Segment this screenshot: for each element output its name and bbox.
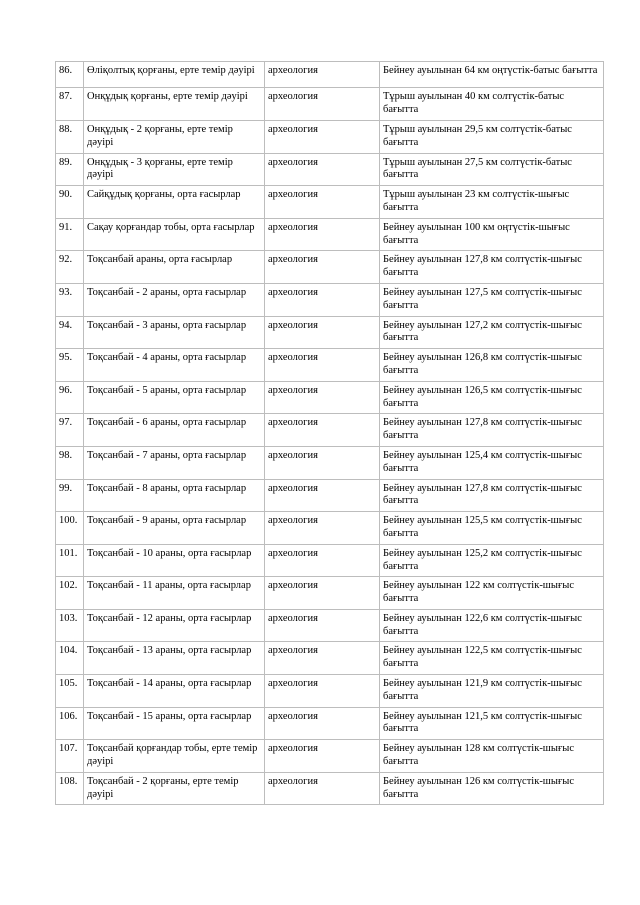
table-row [56, 544, 604, 577]
monument-type: археология [265, 446, 380, 479]
row-number: 89. [56, 153, 84, 186]
monument-type: археология [265, 642, 380, 675]
monument-name: Тоқсанбай - 5 араны, орта ғасырлар [84, 381, 265, 414]
row-number: 107. [56, 740, 84, 773]
monument-type: археология [265, 707, 380, 740]
table-row [56, 218, 604, 251]
monument-name: Сайқұдық қорғаны, орта ғасырлар [84, 186, 265, 219]
monument-table [55, 61, 604, 805]
monument-type: археология [265, 62, 380, 88]
monument-location: Бейнеу ауылынан 125,2 км солтүстік-шығыс бағытта [380, 544, 604, 577]
monument-location: Бейнеу ауылынан 126 км солтүстік-шығыс бағытта [380, 772, 604, 805]
table-row [56, 88, 604, 121]
table-row [56, 740, 604, 773]
row-number: 100. [56, 512, 84, 545]
row-number: 95. [56, 349, 84, 382]
monument-location: Бейнеу ауылынан 121,5 км солтүстік-шығыс бағытта [380, 707, 604, 740]
monument-name: Тоқсанбай - 11 араны, орта ғасырлар [84, 577, 265, 610]
table-body [56, 62, 604, 805]
table-row [56, 251, 604, 284]
monument-location: Бейнеу ауылынан 127,5 км солтүстік-шығыс бағытта [380, 283, 604, 316]
row-number: 105. [56, 675, 84, 708]
monument-type: археология [265, 512, 380, 545]
table-row [56, 675, 604, 708]
monument-type: археология [265, 316, 380, 349]
table-row [56, 283, 604, 316]
monument-name: Тоқсанбай - 15 араны, орта ғасырлар [84, 707, 265, 740]
monument-location: Тұрыш ауылынан 23 км солтүстік-шығыс бағытта [380, 186, 604, 219]
table-row [56, 512, 604, 545]
monument-type: археология [265, 153, 380, 186]
table-row [56, 186, 604, 219]
monument-name: Тоқсанбай - 7 араны, орта ғасырлар [84, 446, 265, 479]
monument-name: Сақау қорғандар тобы, орта ғасырлар [84, 218, 265, 251]
monument-name: Тоқсанбай - 2 араны, орта ғасырлар [84, 283, 265, 316]
row-number: 99. [56, 479, 84, 512]
monument-type: археология [265, 251, 380, 284]
row-number: 92. [56, 251, 84, 284]
table-row [56, 62, 604, 88]
monument-location: Бейнеу ауылынан 122 км солтүстік-шығыс бағытта [380, 577, 604, 610]
monument-name: Онқұдық - 3 қорғаны, ерте темір дәуірі [84, 153, 265, 186]
table-row [56, 349, 604, 382]
monument-location: Бейнеу ауылынан 127,8 км солтүстік-шығыс бағытта [380, 414, 604, 447]
monument-type: археология [265, 772, 380, 805]
monument-location: Тұрыш ауылынан 29,5 км солтүстік-батыс бағытта [380, 120, 604, 153]
table-row [56, 479, 604, 512]
monument-name: Тоқсанбай - 12 араны, орта ғасырлар [84, 609, 265, 642]
row-number: 101. [56, 544, 84, 577]
monument-type: археология [265, 186, 380, 219]
monument-location: Бейнеу ауылынан 121,9 км солтүстік-шығыс бағытта [380, 675, 604, 708]
monument-name: Өліқолтық қорғаны, ерте темір дәуірі [84, 62, 265, 88]
monument-name: Тоқсанбай қорғандар тобы, ерте темір дәуірі [84, 740, 265, 773]
monument-type: археология [265, 577, 380, 610]
row-number: 90. [56, 186, 84, 219]
monument-location: Бейнеу ауылынан 128 км солтүстік-шығыс бағытта [380, 740, 604, 773]
table-row [56, 153, 604, 186]
monument-type: археология [265, 414, 380, 447]
monument-location: Бейнеу ауылынан 122,5 км солтүстік-шығыс бағытта [380, 642, 604, 675]
monument-location: Бейнеу ауылынан 122,6 км солтүстік-шығыс бағытта [380, 609, 604, 642]
monument-location: Тұрыш ауылынан 40 км солтүстік-батыс бағытта [380, 88, 604, 121]
monument-type: археология [265, 218, 380, 251]
monument-location: Бейнеу ауылынан 126,5 км солтүстік-шығыс бағытта [380, 381, 604, 414]
row-number: 94. [56, 316, 84, 349]
table-row [56, 707, 604, 740]
monument-location: Бейнеу ауылынан 100 км оңтүстік-шығыс бағытта [380, 218, 604, 251]
monument-type: археология [265, 609, 380, 642]
monument-location: Бейнеу ауылынан 127,2 км солтүстік-шығыс бағытта [380, 316, 604, 349]
monument-name: Тоқсанбай - 14 араны, орта ғасырлар [84, 675, 265, 708]
row-number: 104. [56, 642, 84, 675]
monument-name: Тоқсанбай - 3 араны, орта ғасырлар [84, 316, 265, 349]
monument-type: археология [265, 381, 380, 414]
table-row [56, 642, 604, 675]
monument-name: Онқұдық - 2 қорғаны, ерте темір дәуірі [84, 120, 265, 153]
monument-type: археология [265, 675, 380, 708]
monument-location: Тұрыш ауылынан 27,5 км солтүстік-батыс бағытта [380, 153, 604, 186]
monument-name: Тоқсанбай - 6 араны, орта ғасырлар [84, 414, 265, 447]
table-row [56, 120, 604, 153]
table-row [56, 381, 604, 414]
monument-type: археология [265, 349, 380, 382]
row-number: 87. [56, 88, 84, 121]
monument-name: Тоқсанбай - 4 араны, орта ғасырлар [84, 349, 265, 382]
table-row [56, 446, 604, 479]
row-number: 86. [56, 62, 84, 88]
row-number: 93. [56, 283, 84, 316]
monument-type: археология [265, 740, 380, 773]
row-number: 98. [56, 446, 84, 479]
monument-type: археология [265, 120, 380, 153]
monument-name: Тоқсанбай - 10 араны, орта ғасырлар [84, 544, 265, 577]
monument-location: Бейнеу ауылынан 64 км оңтүстік-батыс бағытта [380, 62, 604, 88]
table-row [56, 609, 604, 642]
table-row [56, 577, 604, 610]
monument-type: археология [265, 283, 380, 316]
row-number: 96. [56, 381, 84, 414]
table-row [56, 414, 604, 447]
monument-name: Тоқсанбай араны, орта ғасырлар [84, 251, 265, 284]
monument-name: Тоқсанбай - 8 араны, орта ғасырлар [84, 479, 265, 512]
table-row [56, 316, 604, 349]
monument-name: Тоқсанбай - 13 араны, орта ғасырлар [84, 642, 265, 675]
monument-location: Бейнеу ауылынан 127,8 км солтүстік-шығыс бағытта [380, 251, 604, 284]
row-number: 103. [56, 609, 84, 642]
monument-name: Тоқсанбай - 2 қорғаны, ерте темір дәуірі [84, 772, 265, 805]
row-number: 88. [56, 120, 84, 153]
monument-location: Бейнеу ауылынан 126,8 км солтүстік-шығыс бағытта [380, 349, 604, 382]
monument-location: Бейнеу ауылынан 125,4 км солтүстік-шығыс бағытта [380, 446, 604, 479]
monument-location: Бейнеу ауылынан 127,8 км солтүстік-шығыс бағытта [380, 479, 604, 512]
table-row [56, 772, 604, 805]
monument-location: Бейнеу ауылынан 125,5 км солтүстік-шығыс бағытта [380, 512, 604, 545]
row-number: 97. [56, 414, 84, 447]
row-number: 108. [56, 772, 84, 805]
row-number: 91. [56, 218, 84, 251]
row-number: 106. [56, 707, 84, 740]
monument-type: археология [265, 479, 380, 512]
row-number: 102. [56, 577, 84, 610]
monument-type: археология [265, 544, 380, 577]
monument-type: археология [265, 88, 380, 121]
monument-name: Онқұдық қорғаны, ерте темір дәуірі [84, 88, 265, 121]
monument-name: Тоқсанбай - 9 араны, орта ғасырлар [84, 512, 265, 545]
